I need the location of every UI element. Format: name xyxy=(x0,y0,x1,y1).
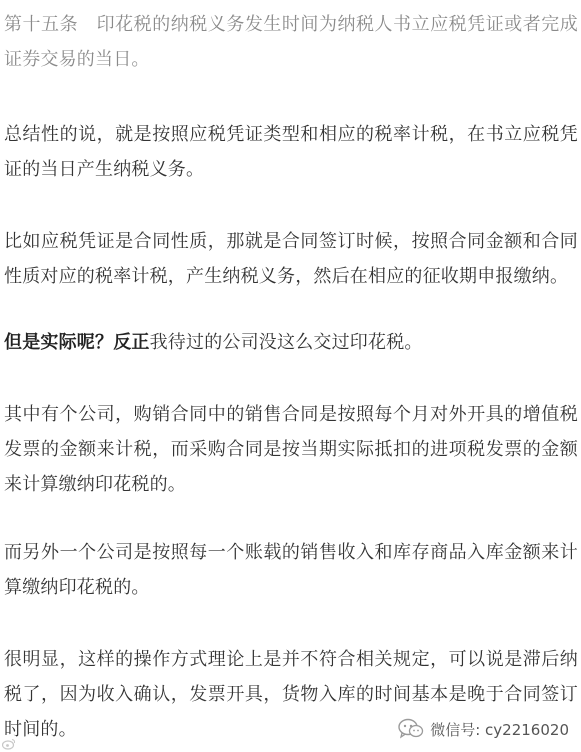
paragraph-actual-rest: 我待过的公司没这么交过印花税。 xyxy=(149,332,423,353)
paragraph-company-two: 而另外一个公司是按照每一个账载的销售收入和库存商品入库金额来计算缴纳印花税的。 xyxy=(4,542,578,598)
corner-watermark xyxy=(2,738,19,750)
paragraph-company-one: 其中有个公司，购销合同中的销售合同是按照每个月对外开具的增值税发票的金额来计税，而采购合同是按当期实际抵扣的进项税发票的金额来计算缴纳印花税的。 xyxy=(4,404,578,495)
paragraph-example: 比如应税凭证是合同性质，那就是合同签订时候，按照合同金额和合同性质对应的税率计税，产生纳税义务，然后在相应的征收期申报缴纳。 xyxy=(4,231,578,287)
paragraph-conclusion: 很明显，这样的操作方式理论上是并不符合相关规定，可以说是滞后纳税了，因为收入确认，发票开具，货物入库的时间基本是晚于合同签订时间的。 xyxy=(4,649,578,740)
paragraph-actual xyxy=(4,325,423,360)
weibo-icon xyxy=(2,738,16,750)
wechat-id-watermark xyxy=(394,716,573,742)
paragraph-actual-bold: 但是实际呢？反正 xyxy=(4,332,150,353)
paragraph-article-15: 第十五条 印花税的纳税义务发生时间为纳税人书立应税凭证或者完成证券交易的当日。 xyxy=(4,14,578,70)
wechat-icon xyxy=(398,718,424,740)
paragraph-summary: 总结性的说，就是按照应税凭证类型和相应的税率计税，在书立应税凭证的当日产生纳税义务。 xyxy=(4,124,578,180)
wechat-id-text: 微信号: cy2216020 xyxy=(430,720,569,739)
